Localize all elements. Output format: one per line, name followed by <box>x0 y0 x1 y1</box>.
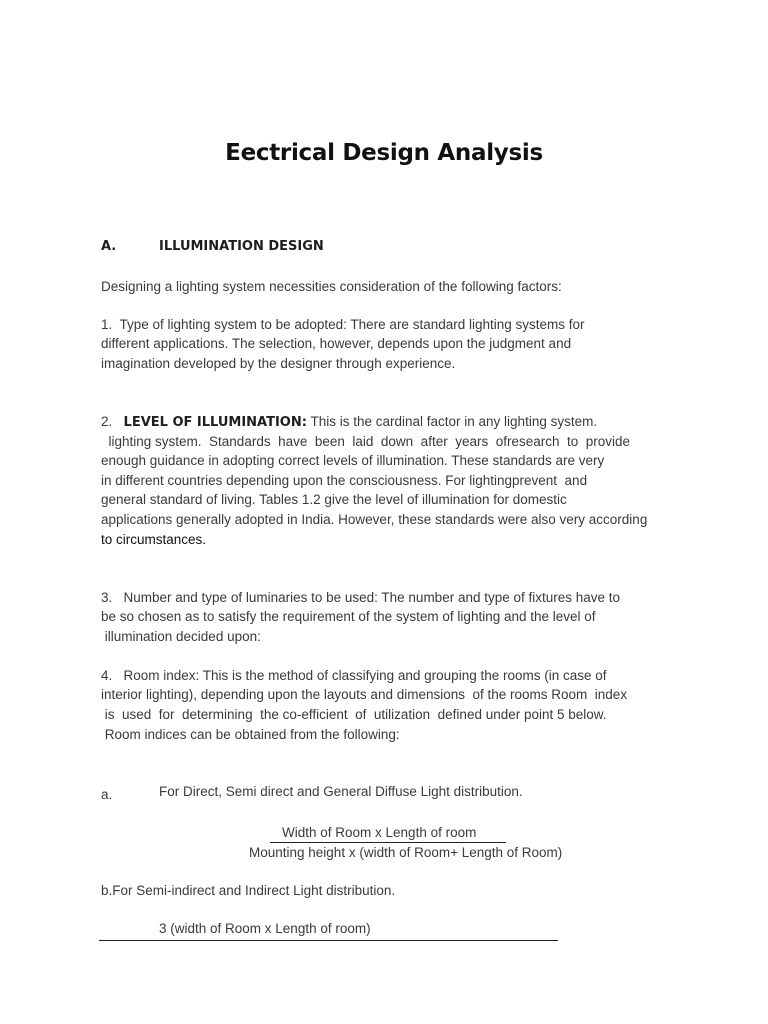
section-title: ILLUMINATION DESIGN <box>159 239 324 254</box>
item4-line: is used for determining the co-efficient of utilization defined under point 5 below. <box>101 707 607 722</box>
section-letter: A. <box>101 239 117 254</box>
intro-paragraph: Designing a lighting system necessities consideration of the following factors: <box>101 279 562 294</box>
formula-a-fraction-bar <box>270 842 506 843</box>
item4-line: interior lighting), depending upon the layouts and dimensions of the rooms Room index <box>101 687 628 702</box>
item2-first-line <box>101 413 597 432</box>
item2-line: applications generally adopted in India. However, these standards were also very according <box>101 512 648 527</box>
item1-line: imagination developed by the designer through experience. <box>101 356 456 371</box>
formula-b-fraction-bar <box>99 940 558 941</box>
case-a-text: For Direct, Semi direct and General Diffuse Light distribution. <box>159 784 523 799</box>
case-b-text: b.For Semi-indirect and Indirect Light distribution. <box>101 883 396 898</box>
item2-line: enough guidance in adopting correct levels of illumination. These standards are very <box>101 453 605 468</box>
item2-number: 2. <box>101 414 113 429</box>
item2-line: to circumstances. <box>101 532 207 547</box>
formula-b-numerator: 3 (width of Room x Length of room) <box>159 921 371 936</box>
item3-line: 3. Number and type of luminaries to be used: The number and type of fixtures have to <box>101 590 621 605</box>
item3-line: be so chosen as to satisfy the requirement of the system of lighting and the level of <box>101 609 596 624</box>
item4-line: Room indices can be obtained from the following: <box>101 727 400 742</box>
item2-heading: LEVEL OF ILLUMINATION: <box>123 415 307 430</box>
item4-line: 4. Room index: This is the method of classifying and grouping the rooms (in case of <box>101 668 607 683</box>
item1-line: 1. Type of lighting system to be adopted: There are standard lighting systems for <box>101 317 585 332</box>
case-a-label: a. <box>101 787 113 802</box>
item1-line: different applications. The selection, however, depends upon the judgment and <box>101 336 572 351</box>
item2-line: general standard of living. Tables 1.2 give the level of illumination for domestic <box>101 492 567 507</box>
item2-first-line-rest: This is the cardinal factor in any lighting system. <box>306 414 598 429</box>
document-title: Eectrical Design Analysis <box>225 140 543 166</box>
item2-line: in different countries depending upon the consciousness. For lightingprevent and <box>101 473 588 488</box>
formula-a-denominator: Mounting height x (width of Room+ Length of Room) <box>249 845 563 860</box>
formula-a-numerator: Width of Room x Length of room <box>282 825 477 840</box>
item3-line: illumination decided upon: <box>101 629 261 644</box>
item2-line: lighting system. Standards have been laid down after years ofresearch to provide <box>101 434 631 449</box>
